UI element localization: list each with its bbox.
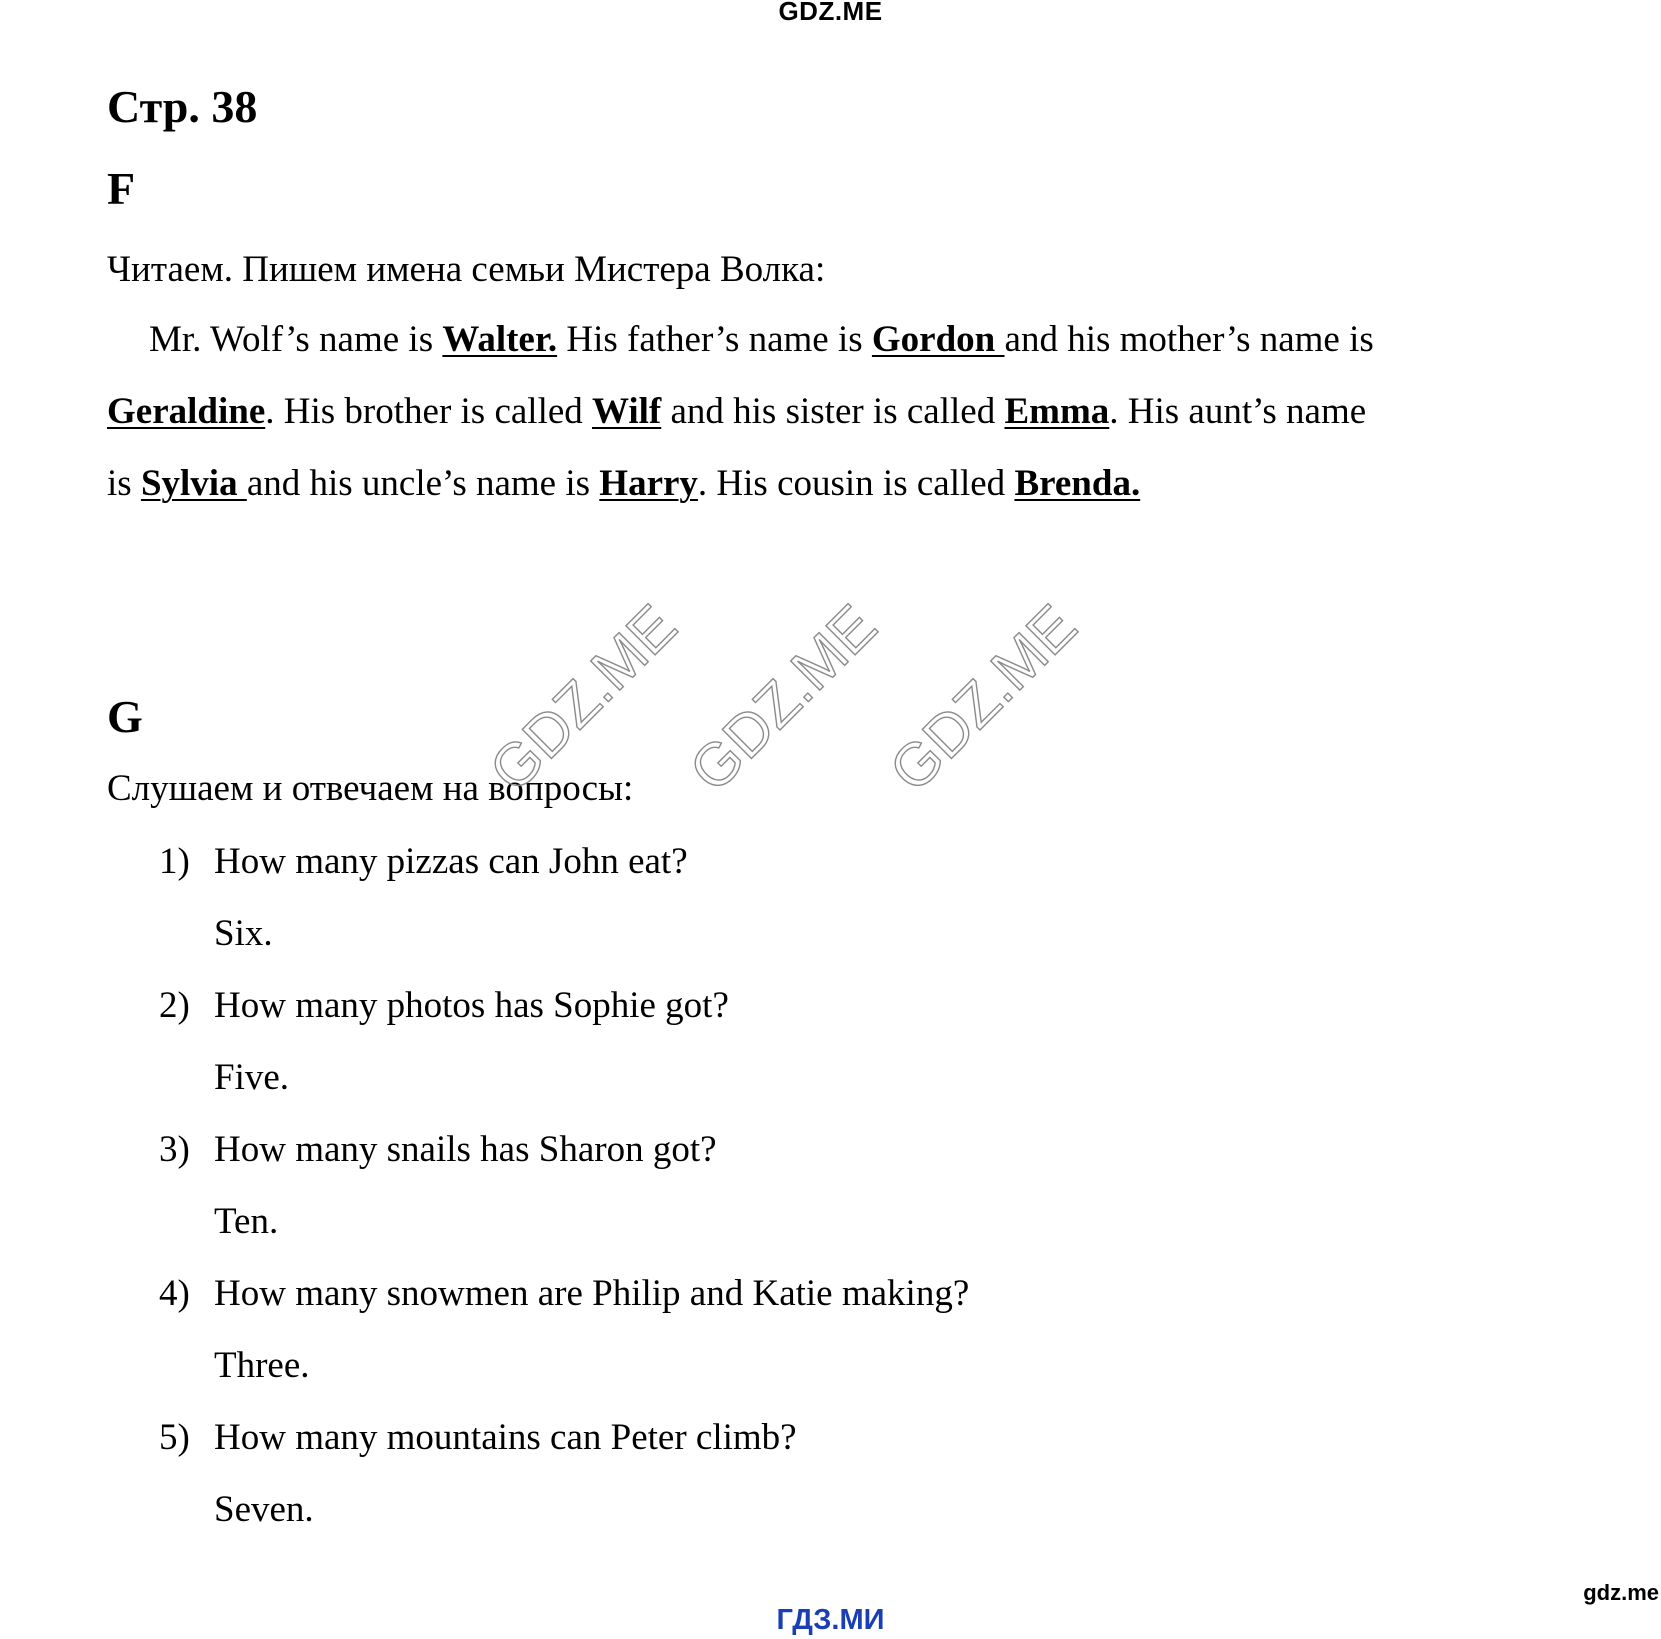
answer-gordon: Gordon [871, 319, 1005, 360]
answer-text: Three. [214, 1345, 310, 1386]
question-text: How many mountains can Peter climb? [214, 1417, 797, 1458]
answer-emma: Emma [1004, 391, 1110, 432]
text-segment: and his sister is called [661, 391, 1005, 432]
answer-wilf: Wilf [592, 391, 662, 432]
answer-text: Six. [214, 913, 273, 954]
answer-text: Five. [214, 1057, 290, 1098]
answer-harry: Harry [599, 463, 698, 504]
text-segment: His father’s name is [557, 319, 872, 360]
watermark: GDZ.ME [676, 591, 890, 805]
question-text: How many photos has Sophie got? [214, 985, 729, 1026]
question-number: 3) [159, 1129, 190, 1170]
text-segment: Mr. Wolf’s name is [149, 319, 443, 360]
question-text: How many snowmen are Philip and Katie making? [214, 1273, 970, 1314]
text-segment: . His brother is called [265, 391, 593, 432]
question-text: How many snails has Sharon got? [214, 1129, 717, 1170]
answer-geraldine: Geraldine [107, 391, 266, 432]
section-f-line-1 [149, 318, 1374, 361]
question-text: How many pizzas can John eat? [214, 841, 688, 882]
text-segment: and his mother’s name is [1004, 319, 1374, 360]
text-segment: is [107, 463, 141, 504]
question-number: 2) [159, 985, 190, 1026]
answer-walter: Walter. [442, 319, 558, 360]
question-number: 5) [159, 1417, 190, 1458]
watermark: GDZ.ME [876, 591, 1090, 805]
answer-sylvia: Sylvia [140, 463, 247, 504]
answer-brenda: Brenda. [1014, 463, 1141, 504]
text-segment: . His cousin is called [697, 463, 1015, 504]
question-number: 4) [159, 1273, 190, 1314]
section-g-letter: G [107, 691, 143, 742]
answer-text: Seven. [214, 1489, 314, 1530]
site-footer-link[interactable]: ГДЗ.МИ [776, 1604, 885, 1636]
section-g-instruction: Слушаем и отвечаем на вопросы: [107, 768, 634, 809]
section-f-line-2 [107, 390, 1366, 433]
site-header-logo: GDZ.ME [778, 0, 883, 26]
text-segment: . His aunt’s name [1109, 391, 1367, 432]
section-f-letter: F [107, 163, 136, 214]
question-number: 1) [159, 841, 190, 882]
site-corner-logo: gdz.me [1583, 1580, 1659, 1605]
page-title: Стр. 38 [107, 81, 258, 132]
section-f-instruction: Читаем. Пишем имена семьи Мистера Волка: [107, 249, 826, 290]
text-segment: and his uncle’s name is [246, 463, 600, 504]
answer-text: Ten. [214, 1201, 279, 1242]
watermark: GDZ.ME [476, 591, 690, 805]
section-f-line-3 [107, 462, 1140, 505]
